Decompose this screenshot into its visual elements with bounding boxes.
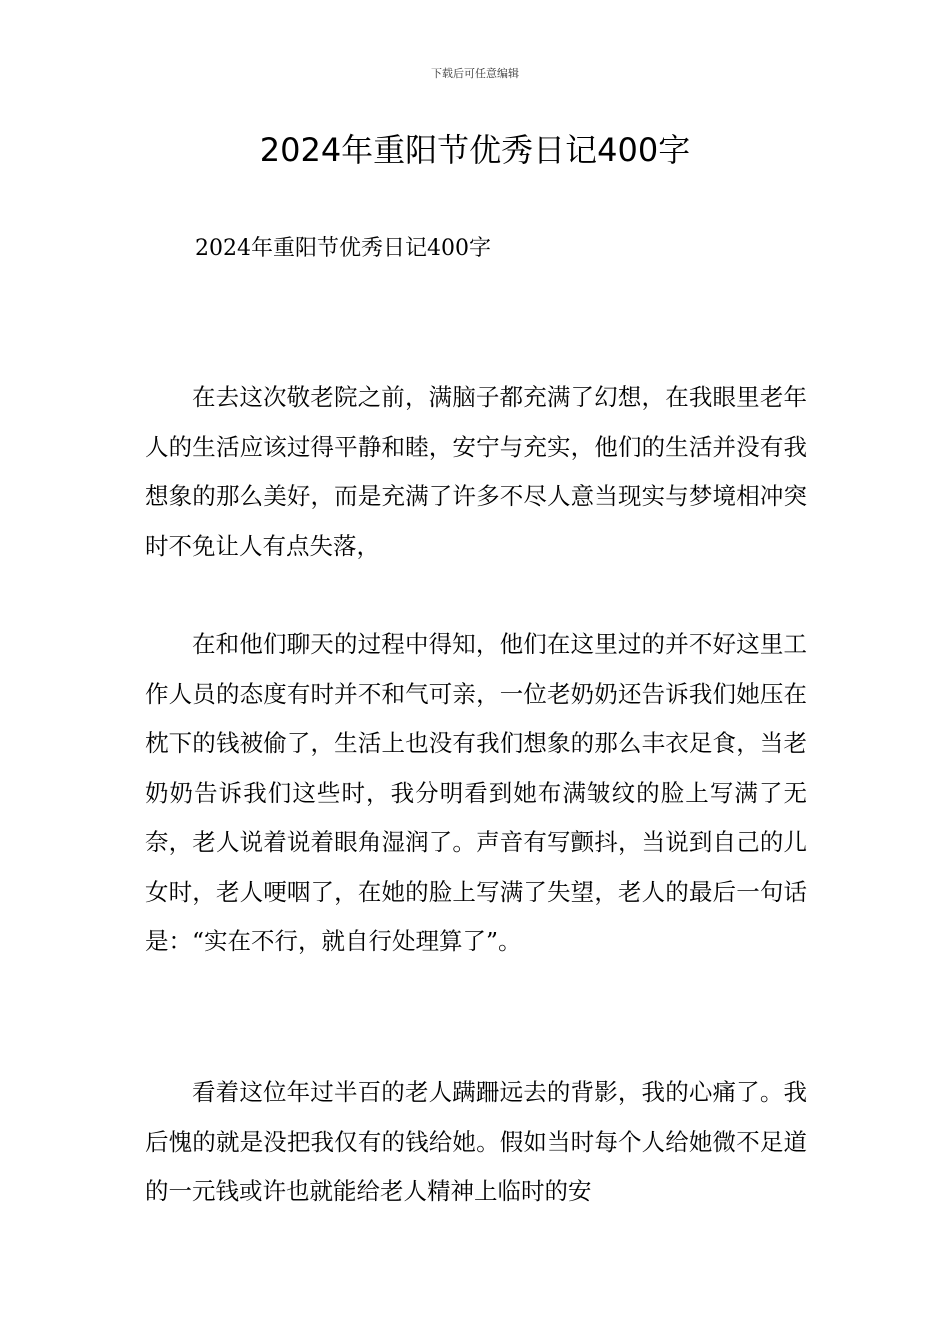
header-note: 下载后可任意编辑 [431,67,519,80]
body-paragraph: 在去这次敬老院之前，满脑子都充满了幻想，在我眼里老年人的生活应该过得平静和睦，安宁与充实，他们的生活并没有我想象的那么美好，而是充满了许多不尽人意当现实与梦境相冲突时不免让人有点失落， [145,383,807,560]
document-subtitle: 2024年重阳节优秀日记400字 [195,236,491,261]
document-title: 2024年重阳节优秀日记400字 [259,131,691,169]
body-paragraph: 在和他们聊天的过程中得知，他们在这里过的并不好这里工作人员的态度有时并不和气可亲，一位老奶奶还告诉我们她压在枕下的钱被偷了，生活上也没有我们想象的那么丰衣足食，当老奶奶告诉我们这些时，我分明看到她布满皱纹的脸上写满了无奈，老人说着说着眼角湿润了。声音有写颤抖，当说到自己的儿女时，老人哽咽了，在她的脸上写满了失望，老人的最后一句话是：“实在不行，就自行处理算了”。 [145,630,807,955]
body-paragraph: 看着这位年过半百的老人蹒跚远去的背影，我的心痛了。我后愧的就是没把我仅有的钱给她。假如当时每个人给她微不足道的一元钱或许也就能给老人精神上临时的安 [145,1078,807,1205]
